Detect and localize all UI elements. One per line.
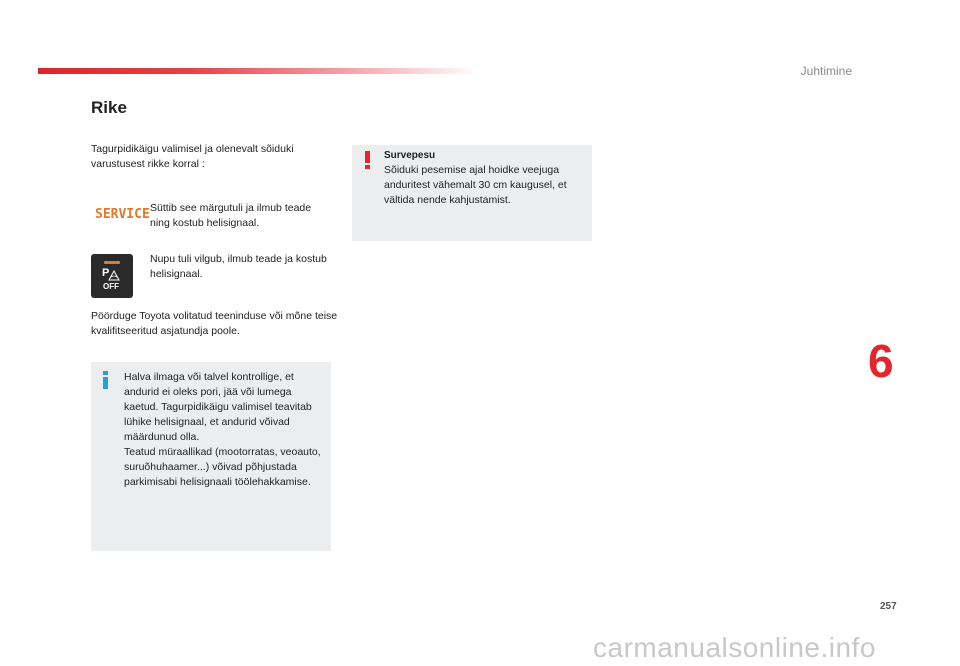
sensor-waves-icon xyxy=(108,269,120,281)
service-warning-icon: SERVICE xyxy=(95,207,150,222)
service-description: Süttib see märgutuli ja ilmub teade ning kostub helisignaal. xyxy=(150,202,312,229)
park-assist-description: Nupu tuli vilgub, ilmub teade ja kostub helisignaal. xyxy=(150,253,327,280)
info-text: Halva ilmaga või talvel kontrollige, et andurid ei oleks pori, jää või lumega kaetud. Tagurpidikäigu valimisel teavitab lühike helisignaal, et andurid võivad määrdunud olla. Teatud müraallikad (mootorratas, veoauto, suruõhuhaamer...) võivad põhjustada parkimisabi helisignaali töölehakkamise. xyxy=(124,371,321,488)
warning-title: Survepesu xyxy=(384,150,436,161)
contact-text: Pöörduge Toyota volitatud teeninduse või mõne teise kvalifitseeritud asjatundja poole. xyxy=(91,310,338,337)
off-label: OFF xyxy=(103,282,119,291)
info-icon xyxy=(100,371,112,391)
chapter-number: 6 xyxy=(868,335,894,387)
warning-icon xyxy=(364,151,372,171)
page-number: 257 xyxy=(880,601,897,612)
watermark: carmanualsonline.info xyxy=(593,632,876,663)
warning-text: Sõiduki pesemise ajal hoidke veejuga anduritest vähemalt 30 cm kaugusel, et vältida nende kahjustamist. xyxy=(384,164,567,206)
park-letter: P xyxy=(102,267,110,279)
park-assist-off-icon xyxy=(91,254,133,298)
page-title: Rike xyxy=(91,98,127,117)
intro-text: Tagurpidikäigu valimisel ja olenevalt sõiduki varustusest rikke korral : xyxy=(91,143,294,170)
header-accent-bar xyxy=(38,68,478,74)
indicator-light xyxy=(104,261,120,264)
section-title: Juhtimine xyxy=(800,64,852,78)
